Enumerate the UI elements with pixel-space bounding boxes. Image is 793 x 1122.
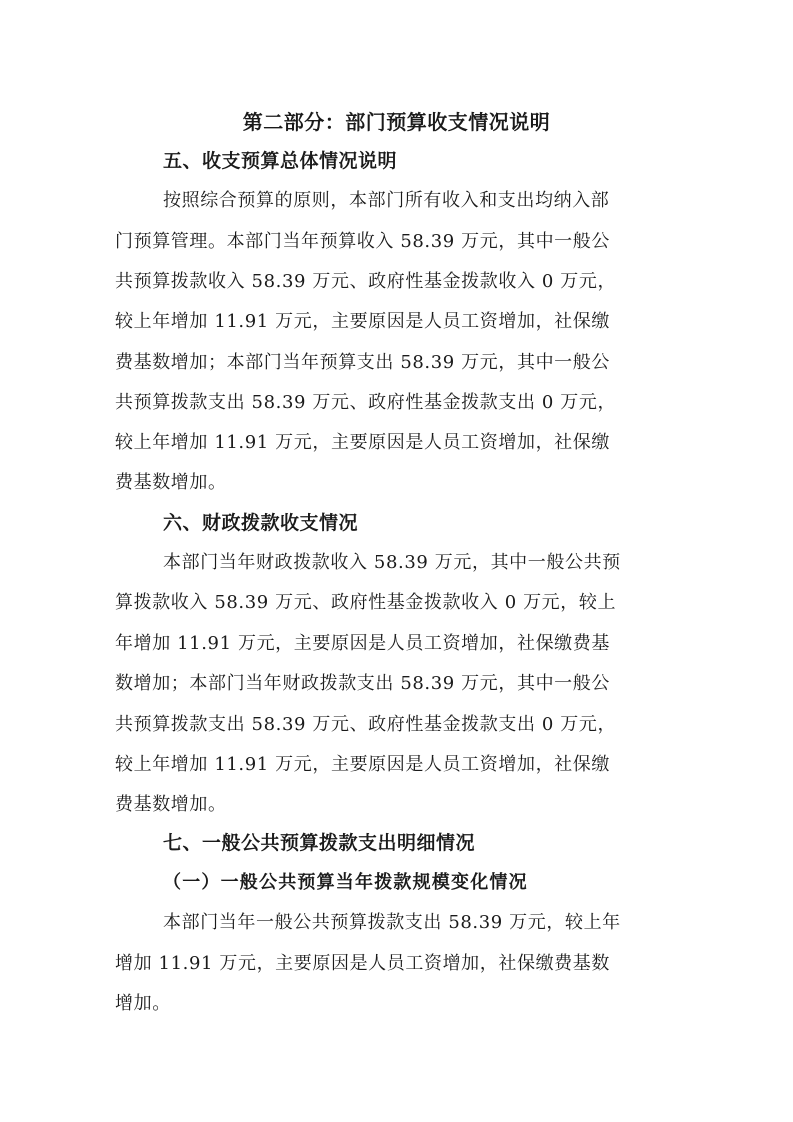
paragraph-line: 本部门当年一般公共预算拨款支出 58.39 万元，较上年: [163, 912, 621, 933]
paragraph-line: 增加。: [115, 993, 171, 1014]
section-heading-6: 六、财政拨款收支情况: [163, 512, 359, 534]
subsection-heading: （一）一般公共预算当年拨款规模变化情况: [163, 872, 528, 893]
page-title: 第二部分：部门预算收支情况说明: [242, 110, 551, 134]
paragraph-line: 数增加；本部门当年财政拨款支出 58.39 万元，其中一般公: [115, 673, 610, 694]
paragraph-line: 年增加 11.91 万元，主要原因是人员工资增加，社保缴费基: [115, 633, 610, 654]
paragraph-line: 较上年增加 11.91 万元，主要原因是人员工资增加，社保缴: [115, 311, 610, 332]
section-heading-5: 五、收支预算总体情况说明: [163, 150, 398, 172]
section-heading-7: 七、一般公共预算拨款支出明细情况: [163, 832, 476, 854]
paragraph-line: 费基数增加。: [115, 472, 227, 493]
paragraph-line: 共预算拨款支出 58.39 万元、政府性基金拨款支出 0 万元，: [115, 714, 617, 735]
paragraph-line: 按照综合预算的原则，本部门所有收入和支出均纳入部: [163, 190, 610, 211]
paragraph-line: 较上年增加 11.91 万元，主要原因是人员工资增加，社保缴: [115, 754, 610, 775]
paragraph-line: 增加 11.91 万元，主要原因是人员工资增加，社保缴费基数: [115, 953, 610, 974]
paragraph-line: 门预算管理。本部门当年预算收入 58.39 万元，其中一般公: [115, 231, 610, 252]
paragraph-line: 共预算拨款支出 58.39 万元、政府性基金拨款支出 0 万元，: [115, 392, 617, 413]
paragraph-line: 较上年增加 11.91 万元，主要原因是人员工资增加，社保缴: [115, 432, 610, 453]
paragraph-line: 本部门当年财政拨款收入 58.39 万元，其中一般公共预: [163, 552, 621, 573]
paragraph-line: 算拨款收入 58.39 万元、政府性基金拨款收入 0 万元，较上: [115, 592, 617, 613]
paragraph-line: 费基数增加。: [115, 794, 227, 815]
paragraph-line: 费基数增加；本部门当年预算支出 58.39 万元，其中一般公: [115, 352, 610, 373]
paragraph-line: 共预算拨款收入 58.39 万元、政府性基金拨款收入 0 万元，: [115, 271, 617, 292]
